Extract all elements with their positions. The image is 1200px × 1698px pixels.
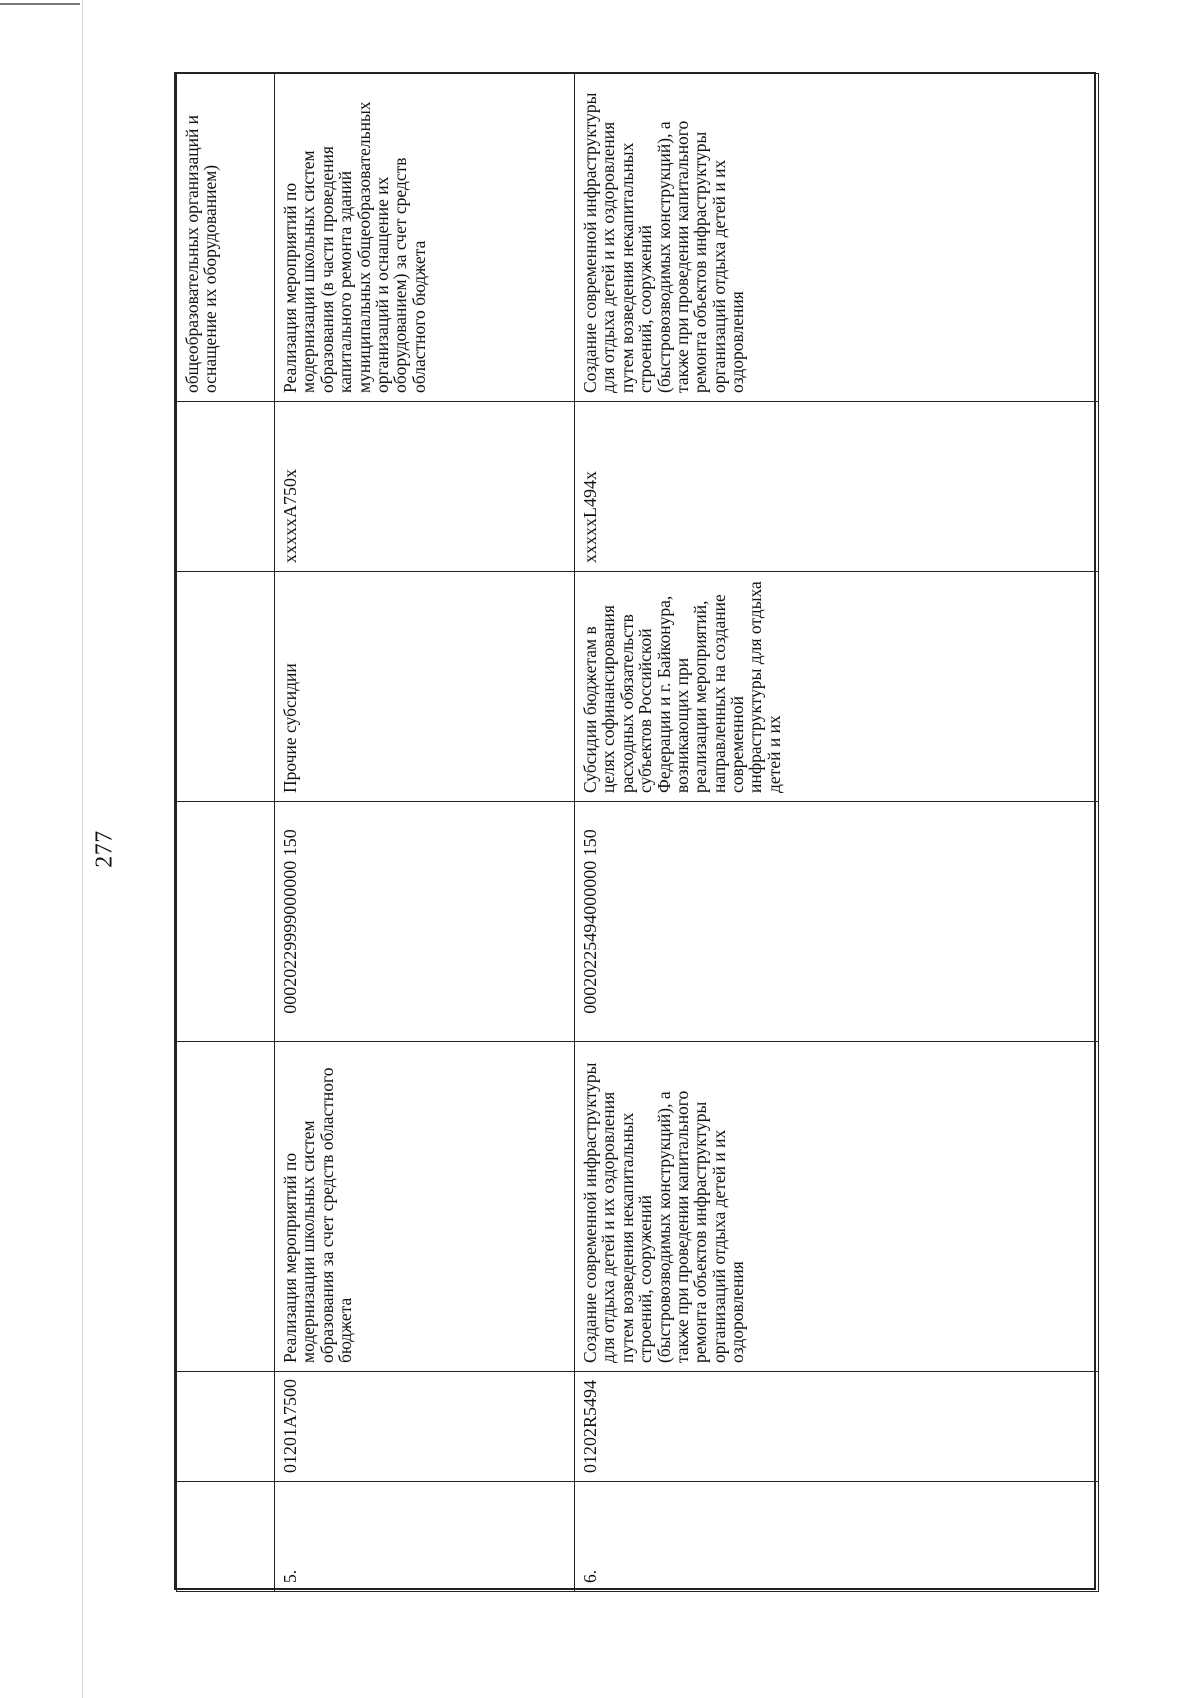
table-row-6 [575, 74, 1099, 1592]
scan-margin [0, 0, 83, 1698]
cell-short-code-empty [177, 402, 275, 572]
cell-name-empty [177, 1042, 275, 1372]
cell-number-empty [177, 1482, 275, 1592]
cell-row-number: 6. [575, 1482, 1099, 1592]
table-row-5 [275, 74, 575, 1592]
cell-subsidy-type: Субсидии бюджетам в целях софинансирования расходных обязательств субъектов Российской Федерации и г. Байконура, возникающих при реализации мероприятий, направленных на создание современной инфраструктуры для отдыха детей и их [575, 572, 1099, 802]
cell-measure-name: Создание современной инфраструктуры для отдыха детей и их оздоровления путем возведения некапитальных строений, сооружений (быстровозводимых конструкций), а также при проведении капитального ремонта объектов инфраструктуры организаций отдыха детей и их оздоровления [575, 1042, 1099, 1372]
page-number: 277 [91, 830, 118, 868]
cell-description: Создание современной инфраструктуры для отдыха детей и их оздоровления путем возведения некапитальных строений, сооружений (быстровозводимых конструкций), а также при проведении капитального ремонта объектов инфраструктуры организаций отдыха детей и их оздоровления [575, 74, 1099, 402]
scan-mark [0, 3, 80, 5]
cell-description: Реализация мероприятий по модернизации школьных систем образования (в части проведения капитального ремонта зданий муниципальных общеобразовательных организаций и оснащение их оборудованием) за счет средств областного бюджета [275, 74, 575, 402]
cell-subsidy-type: Прочие субсидии [275, 572, 575, 802]
document-table [174, 72, 1096, 1590]
cell-code-empty [177, 1372, 275, 1482]
cell-measure-name: Реализация мероприятий по модернизации школьных систем образования за счет средств областного бюджета [275, 1042, 575, 1372]
cell-target-code: 01202R5494 [575, 1372, 1099, 1482]
cell-row-number: 5. [275, 1482, 575, 1592]
cell-kbk-empty [177, 802, 275, 1042]
cell-budget-classification-code: 00020229999000000 150 [275, 802, 575, 1042]
cell-target-code: 01201A7500 [275, 1372, 575, 1482]
cell-budget-classification-code: 00020225494000000 150 [575, 802, 1099, 1042]
cell-short-code: xxxxxL494x [575, 402, 1099, 572]
cell-short-code: xxxxxA750x [275, 402, 575, 572]
table-continuation-row [177, 74, 275, 1592]
cell-description-continuation: общеобразовательных организаций и оснащение их оборудованием) [177, 74, 275, 402]
cell-subsidy-type-empty [177, 572, 275, 802]
subsidy-table [176, 73, 1099, 1592]
